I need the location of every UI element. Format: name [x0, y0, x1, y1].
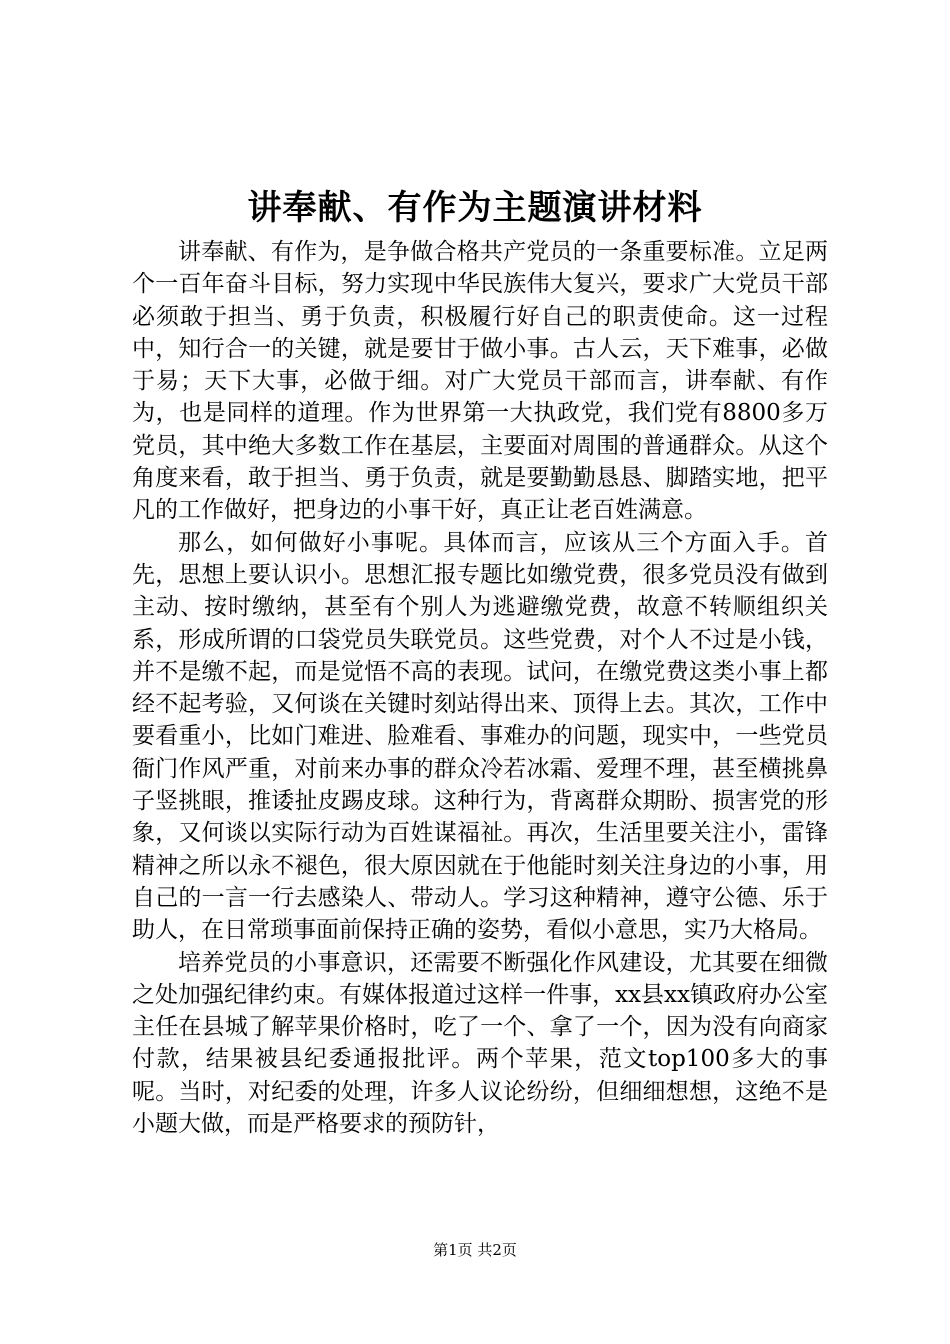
document-body	[132, 236, 828, 1140]
page-number-footer: 第1页 共2页	[433, 1241, 517, 1259]
document-title: 讲奉献、有作为主题演讲材料	[247, 188, 703, 228]
paragraph-2: 那么，如何做好小事呢。具体而言，应该从三个方面入手。首先，思想上要认识小。思想汇报专题比如缴党费，很多党员没有做到主动、按时缴纳，甚至有个别人为逃避缴党费，故意不转顺组织关系，形成所谓的口袋党员失联党员。这些党费，对个人不过是小钱，并不是缴不起，而是觉悟不高的表现。试问，在缴党费这类小事上都经不起考验，又何谈在关键时刻站得出来、顶得上去。其次，工作中要看重小，比如门难进、脸难看、事难办的问题，现实中，一些党员衙门作风严重，对前来办事的群众冷若冰霜、爱理不理，甚至横挑鼻子竖挑眼，推诿扯皮踢皮球。这种行为，背离群众期盼、损害党的形象，又何谈以实际行动为百姓谋福祉。再次，生活里要关注小，雷锋精神之所以永不褪色，很大原因就在于他能时刻关注身边的小事，用自己的一言一行去感染人、带动人。学习这种精神，遵守公德、乐于助人，在日常琐事面前保持正确的姿势，看似小意思，实乃大格局。	[132, 529, 828, 944]
paragraph-1: 讲奉献、有作为，是争做合格共产党员的一条重要标准。立足两个一百年奋斗目标，努力实现中华民族伟大复兴，要求广大党员干部必须敢于担当、勇于负责，积极履行好自己的职责使命。这一过程中，知行合一的关键，就是要甘于做小事。古人云，天下难事，必做于易；天下大事，必做于细。对广大党员干部而言，讲奉献、有作为，也是同样的道理。作为世界第一大执政党，我们党有8800多万党员，其中绝大多数工作在基层，主要面对周围的普通群众。从这个角度来看，敢于担当、勇于负责，就是要勤勤恳恳、脚踏实地，把平凡的工作做好，把身边的小事干好，真正让老百姓满意。	[132, 239, 828, 524]
paragraph-3: 培养党员的小事意识，还需要不断强化作风建设，尤其要在细微之处加强纪律约束。有媒体报道过这样一件事，xx县xx镇政府办公室主任在县城了解苹果价格时，吃了一个、拿了一个，因为没有向商家付款，结果被县纪委通报批评。两个苹果，范文top100多大的事呢。当时，对纪委的处理，许多人议论纷纷，但细细想想，这绝不是小题大做，而是严格要求的预防针，	[132, 949, 828, 1138]
